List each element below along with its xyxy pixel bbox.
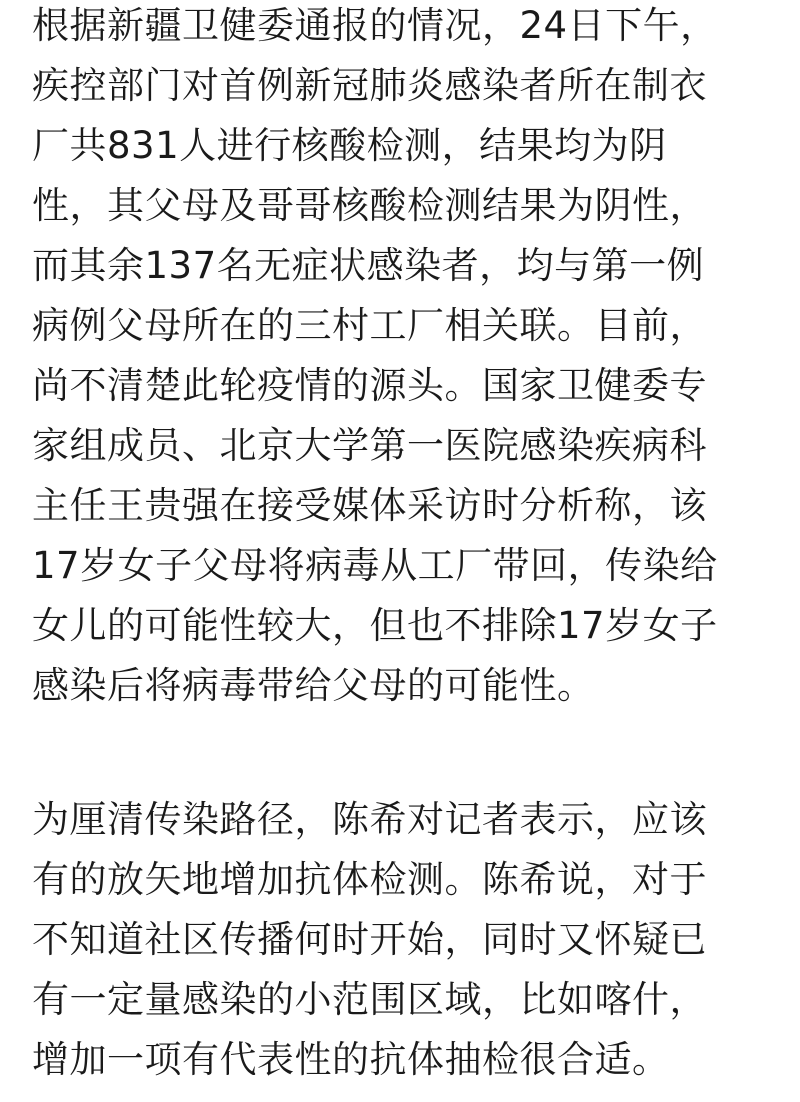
text-line: 感染后将病毒带给父母的可能性。 xyxy=(32,664,595,707)
paragraph-2 xyxy=(32,790,707,1090)
text-line: 17岁女子父母将病毒从工厂带回，传染给 xyxy=(32,544,718,587)
text-line: 有的放矢地增加抗体检测。陈希说，对于 xyxy=(32,858,707,901)
text-line: 有一定量感染的小范围区域，比如喀什， xyxy=(32,978,707,1021)
text-line: 疾控部门对首例新冠肺炎感染者所在制衣 xyxy=(32,64,707,107)
text-line: 根据新疆卫健委通报的情况，24日下午， xyxy=(32,4,718,47)
text-line: 性，其父母及哥哥核酸检测结果为阴性， xyxy=(32,184,707,227)
text-line: 不知道社区传播何时开始，同时又怀疑已 xyxy=(32,918,707,961)
text-line: 家组成员、北京大学第一医院感染疾病科 xyxy=(32,424,707,467)
text-line: 女儿的可能性较大，但也不排除17岁女子 xyxy=(32,604,718,647)
text-line: 主任王贵强在接受媒体采访时分析称，该 xyxy=(32,484,707,527)
text-line: 增加一项有代表性的抗体抽检很合适。 xyxy=(32,1038,670,1081)
text-line: 而其余137名无症状感染者，均与第一例 xyxy=(32,244,705,287)
text-line: 为厘清传染路径，陈希对记者表示，应该 xyxy=(32,798,707,841)
paragraph-1 xyxy=(32,0,718,716)
text-line: 厂共831人进行核酸检测，结果均为阴 xyxy=(32,124,667,167)
text-line: 尚不清楚此轮疫情的源头。国家卫健委专 xyxy=(32,364,707,407)
text-line: 病例父母所在的三村工厂相关联。目前， xyxy=(32,304,707,347)
